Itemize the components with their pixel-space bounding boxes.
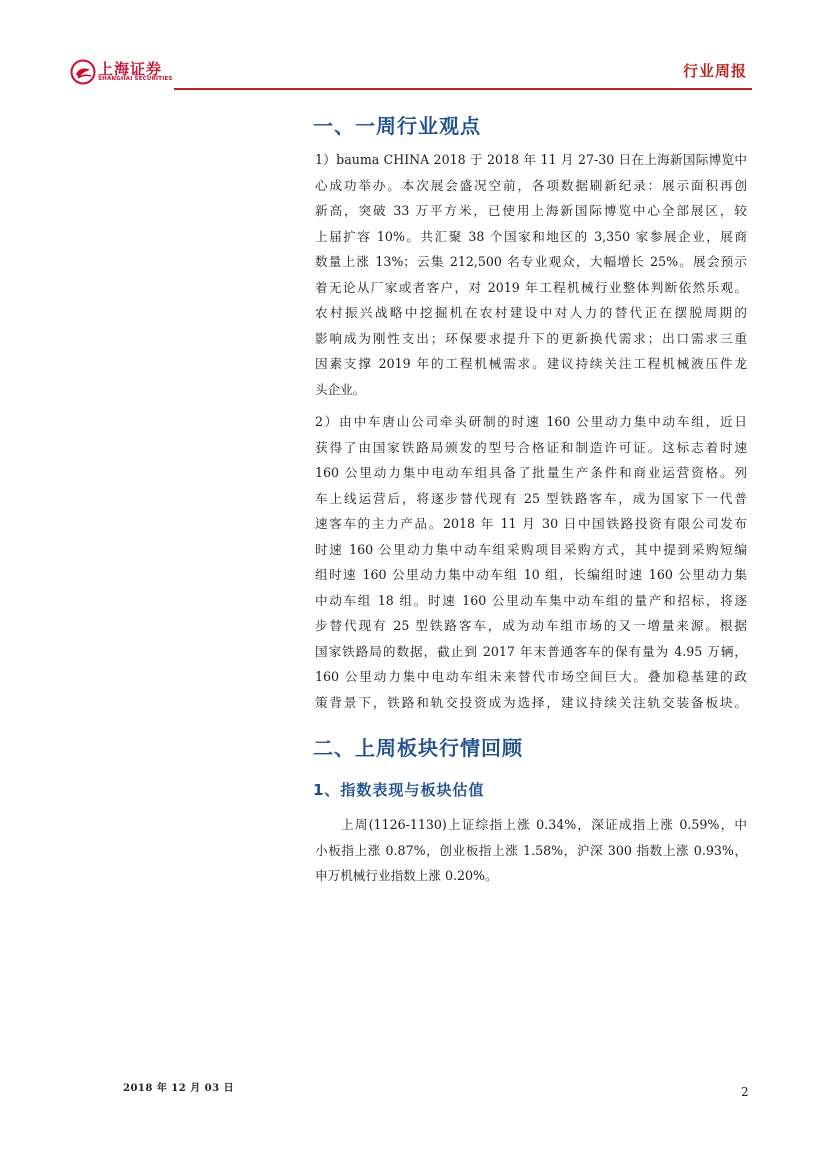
text-line: 策背景下，铁路和轨交投资成为选择，建议持续关注轨交装备板块。 (315, 694, 747, 710)
section-title-industry-view: 一、一周行业观点 (313, 114, 481, 138)
text-line: 中动车组 18 组。时速 160 公里动车集中动车组的量产和招标，将逐 (315, 592, 747, 608)
text-line: 1）bauma CHINA 2018 于 2018 年 11 月 27-30 日在上海新国际博览中 (315, 152, 747, 167)
text-line: 组时速 160 公里动力集中动车组 10 组，长编组时速 160 公里动力集 (315, 567, 747, 582)
paragraph-emu-train (315, 409, 747, 715)
page-header (0, 0, 827, 95)
text-line: 数量上涨 13%；云集 212,500 名专业观众，大幅增长 25%。展会预示 (315, 254, 747, 269)
paragraph-bauma (315, 147, 747, 402)
text-line: 小板指上涨 0.87%，创业板指上涨 1.58%，沪深 300 指数上涨 0.93%， (315, 842, 747, 858)
text-line: 影响成为刚性支出；环保要求提升下的更新换代需求；出口需求三重 (315, 330, 747, 346)
report-type-title: 行业周报 (682, 62, 747, 80)
header-divider (174, 88, 752, 90)
page-number: 2 (741, 1085, 749, 1099)
text-line: 160 公里动力集中电动车组未来替代市场空间巨大。叠加稳基建的政 (315, 669, 747, 684)
text-line: 160 公里动力集中电动车组具备了批量生产条件和商业运营资格。列 (315, 465, 747, 480)
text-line: 申万机械行业指数上涨 0.20%。 (315, 868, 498, 883)
subsection-title-index-performance: 1、指数表现与板块估值 (313, 781, 485, 799)
text-line: 2）由中车唐山公司牵头研制的时速 160 公里动力集中动车组，近日 (315, 414, 747, 429)
section-title-market-review: 二、上周板块行情回顾 (313, 736, 523, 760)
text-line: 上届扩容 10%。共汇聚 38 个国家和地区的 3,350 家参展企业，展商 (315, 228, 747, 244)
paragraph-index-performance (315, 812, 747, 889)
text-line: 新高，突破 33 万平方米，已使用上海新国际博览中心全部展区，较 (315, 203, 747, 218)
text-line: 着无论从厂家或者客户，对 2019 年工程机械行业整体判断依然乐观。 (315, 279, 747, 295)
text-line: 农村振兴战略中挖掘机在农村建设中对人力的替代正在摆脱周期的 (315, 305, 747, 320)
text-line: 心成功举办。本次展会盛况空前，各项数据刷新纪录：展示面积再创 (315, 177, 747, 193)
text-line: 车上线运营后，将逐步替代现有 25 型铁路客车，成为国家下一代普 (315, 490, 747, 506)
text-line: 头企业。 (315, 381, 366, 397)
text-line: 速客车的主力产品。2018 年 11 月 30 日中国铁路投资有限公司发布 (315, 516, 747, 531)
text-line: 因素支撑 2019 年的工程机械需求。建议持续关注工程机械液压件龙 (315, 356, 747, 371)
text-line: 上周(1126-1130)上证综指上涨 0.34%，深证成指上涨 0.59%，中 (341, 817, 747, 832)
logo-subtext: SHANGHAI SECURITIES (98, 76, 173, 82)
text-line: 时速 160 公里动力集中动车组采购项目采购方式，其中提到采购短编 (315, 541, 747, 557)
text-line: 获得了由国家铁路局颁发的型号合格证和制造许可证。这标志着时速 (315, 439, 747, 455)
text-line: 国家铁路局的数据，截止到 2017 年末普通客车的保有量为 4.95 万辆， (315, 643, 747, 659)
company-logo (70, 57, 180, 89)
logo-text: 上海证券 (98, 60, 163, 78)
footer-date: 2018 年 12 月 03 日 (123, 1083, 235, 1094)
logo-icon (70, 59, 96, 85)
text-line: 步替代现有 25 型铁路客车，成为动车组市场的又一增量来源。根据 (315, 618, 747, 633)
